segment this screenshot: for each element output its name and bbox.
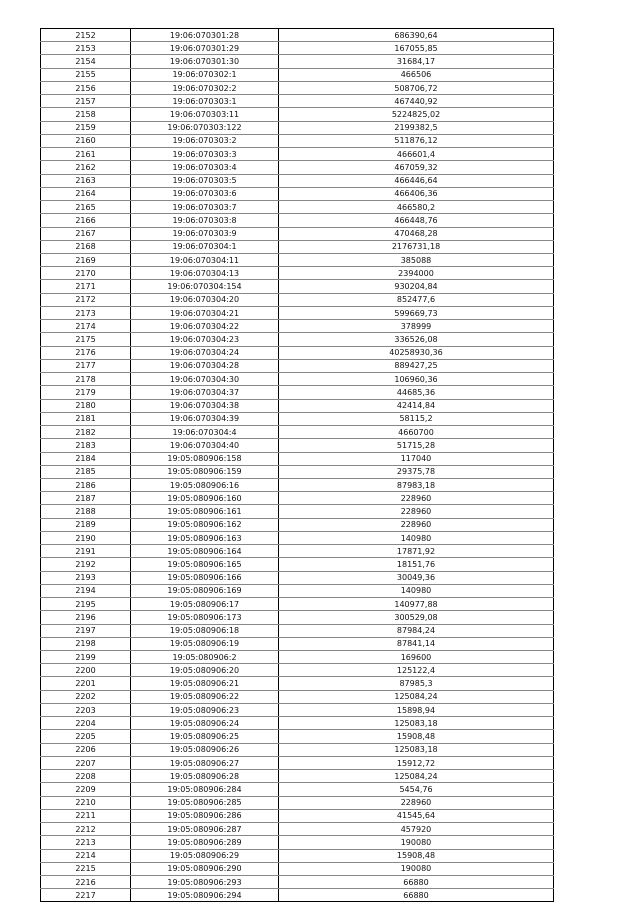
table-row xyxy=(41,42,554,55)
value-cell: 117040 xyxy=(279,452,554,465)
row-number-cell: 2201 xyxy=(41,677,131,690)
value-cell: 125122,4 xyxy=(279,664,554,677)
value-cell: 228960 xyxy=(279,505,554,518)
value-cell: 51715,28 xyxy=(279,439,554,452)
cadastral-number-cell: 19:06:070304:23 xyxy=(131,333,279,346)
cadastral-number-cell: 19:06:070303:2 xyxy=(131,134,279,147)
value-cell: 66880 xyxy=(279,876,554,889)
table-row xyxy=(41,412,554,425)
table-row xyxy=(41,68,554,81)
cadastral-number-cell: 19:05:080906:290 xyxy=(131,862,279,875)
table-row xyxy=(41,862,554,875)
value-cell: 228960 xyxy=(279,518,554,531)
cadastral-number-cell: 19:05:080906:21 xyxy=(131,677,279,690)
cadastral-number-cell: 19:05:080906:166 xyxy=(131,571,279,584)
row-number-cell: 2184 xyxy=(41,452,131,465)
cadastral-number-cell: 19:06:070301:29 xyxy=(131,42,279,55)
row-number-cell: 2173 xyxy=(41,306,131,319)
cadastral-number-cell: 19:05:080906:159 xyxy=(131,465,279,478)
cadastral-number-cell: 19:06:070304:37 xyxy=(131,386,279,399)
row-number-cell: 2180 xyxy=(41,399,131,412)
cadastral-number-cell: 19:05:080906:173 xyxy=(131,611,279,624)
row-number-cell: 2217 xyxy=(41,889,131,902)
cadastral-number-cell: 19:06:070304:21 xyxy=(131,306,279,319)
value-cell: 599669,73 xyxy=(279,306,554,319)
value-cell: 140977,88 xyxy=(279,598,554,611)
table-row xyxy=(41,293,554,306)
table-row xyxy=(41,240,554,253)
value-cell: 336526,08 xyxy=(279,333,554,346)
table-row xyxy=(41,823,554,836)
value-cell: 457920 xyxy=(279,823,554,836)
row-number-cell: 2152 xyxy=(41,29,131,42)
cadastral-number-cell: 19:06:070303:11 xyxy=(131,108,279,121)
table-row xyxy=(41,598,554,611)
table-row xyxy=(41,703,554,716)
cadastral-number-cell: 19:05:080906:158 xyxy=(131,452,279,465)
value-cell: 140980 xyxy=(279,584,554,597)
value-cell: 15898,94 xyxy=(279,703,554,716)
cadastral-number-cell: 19:06:070303:7 xyxy=(131,201,279,214)
cadastral-number-cell: 19:05:080906:29 xyxy=(131,849,279,862)
table-row xyxy=(41,346,554,359)
cadastral-number-cell: 19:06:070303:122 xyxy=(131,121,279,134)
row-number-cell: 2197 xyxy=(41,624,131,637)
table-row xyxy=(41,770,554,783)
value-cell: 169600 xyxy=(279,651,554,664)
value-cell: 44685,36 xyxy=(279,386,554,399)
table-row xyxy=(41,134,554,147)
row-number-cell: 2164 xyxy=(41,187,131,200)
cadastral-number-cell: 19:05:080906:286 xyxy=(131,809,279,822)
row-number-cell: 2169 xyxy=(41,253,131,266)
value-cell: 467059,32 xyxy=(279,161,554,174)
table-row xyxy=(41,690,554,703)
table-row xyxy=(41,889,554,902)
table-row xyxy=(41,478,554,491)
row-number-cell: 2208 xyxy=(41,770,131,783)
cadastral-number-cell: 19:06:070303:6 xyxy=(131,187,279,200)
value-cell: 106960,36 xyxy=(279,373,554,386)
cadastral-number-cell: 19:05:080906:284 xyxy=(131,783,279,796)
table-row xyxy=(41,426,554,439)
value-cell: 15912,72 xyxy=(279,756,554,769)
value-cell: 2176731,18 xyxy=(279,240,554,253)
value-cell: 852477,6 xyxy=(279,293,554,306)
table-row xyxy=(41,505,554,518)
row-number-cell: 2174 xyxy=(41,320,131,333)
cadastral-number-cell: 19:05:080906:17 xyxy=(131,598,279,611)
row-number-cell: 2215 xyxy=(41,862,131,875)
cadastral-number-cell: 19:06:070304:38 xyxy=(131,399,279,412)
cadastral-number-cell: 19:05:080906:16 xyxy=(131,478,279,491)
row-number-cell: 2188 xyxy=(41,505,131,518)
row-number-cell: 2163 xyxy=(41,174,131,187)
value-cell: 508706,72 xyxy=(279,81,554,94)
row-number-cell: 2185 xyxy=(41,465,131,478)
value-cell: 87985,3 xyxy=(279,677,554,690)
row-number-cell: 2182 xyxy=(41,426,131,439)
cadastral-number-cell: 19:05:080906:2 xyxy=(131,651,279,664)
table-row xyxy=(41,452,554,465)
row-number-cell: 2209 xyxy=(41,783,131,796)
row-number-cell: 2181 xyxy=(41,412,131,425)
cadastral-number-cell: 19:06:070304:13 xyxy=(131,267,279,280)
row-number-cell: 2196 xyxy=(41,611,131,624)
cadastral-number-cell: 19:05:080906:24 xyxy=(131,717,279,730)
table-row xyxy=(41,121,554,134)
table-row xyxy=(41,558,554,571)
value-cell: 18151,76 xyxy=(279,558,554,571)
table-row xyxy=(41,439,554,452)
table-row xyxy=(41,306,554,319)
table-row xyxy=(41,359,554,372)
table-row xyxy=(41,187,554,200)
table-row xyxy=(41,717,554,730)
table-row xyxy=(41,95,554,108)
table-row xyxy=(41,518,554,531)
row-number-cell: 2176 xyxy=(41,346,131,359)
table-row xyxy=(41,836,554,849)
value-cell: 466406,36 xyxy=(279,187,554,200)
row-number-cell: 2211 xyxy=(41,809,131,822)
value-cell: 228960 xyxy=(279,796,554,809)
row-number-cell: 2157 xyxy=(41,95,131,108)
table-row xyxy=(41,624,554,637)
row-number-cell: 2165 xyxy=(41,201,131,214)
row-number-cell: 2194 xyxy=(41,584,131,597)
cadastral-number-cell: 19:05:080906:289 xyxy=(131,836,279,849)
value-cell: 467440,92 xyxy=(279,95,554,108)
value-cell: 466506 xyxy=(279,68,554,81)
row-number-cell: 2207 xyxy=(41,756,131,769)
row-number-cell: 2206 xyxy=(41,743,131,756)
value-cell: 5224825,02 xyxy=(279,108,554,121)
row-number-cell: 2183 xyxy=(41,439,131,452)
table-row xyxy=(41,465,554,478)
table-row xyxy=(41,876,554,889)
table-row xyxy=(41,637,554,650)
value-cell: 87841,14 xyxy=(279,637,554,650)
table-row xyxy=(41,651,554,664)
cadastral-number-cell: 19:06:070301:30 xyxy=(131,55,279,68)
row-number-cell: 2167 xyxy=(41,227,131,240)
cadastral-number-cell: 19:05:080906:162 xyxy=(131,518,279,531)
table-row xyxy=(41,796,554,809)
row-number-cell: 2205 xyxy=(41,730,131,743)
value-cell: 30049,36 xyxy=(279,571,554,584)
cadastral-number-cell: 19:06:070304:20 xyxy=(131,293,279,306)
cadastral-number-cell: 19:05:080906:294 xyxy=(131,889,279,902)
cadastral-number-cell: 19:06:070303:8 xyxy=(131,214,279,227)
value-cell: 41545,64 xyxy=(279,809,554,822)
table-row xyxy=(41,267,554,280)
row-number-cell: 2168 xyxy=(41,240,131,253)
row-number-cell: 2187 xyxy=(41,492,131,505)
cadastral-number-cell: 19:06:070303:4 xyxy=(131,161,279,174)
table-row xyxy=(41,492,554,505)
value-cell: 686390,64 xyxy=(279,29,554,42)
value-cell: 466580,2 xyxy=(279,201,554,214)
table-row xyxy=(41,55,554,68)
cadastral-number-cell: 19:05:080906:164 xyxy=(131,545,279,558)
row-number-cell: 2203 xyxy=(41,703,131,716)
table-row xyxy=(41,174,554,187)
cadastral-number-cell: 19:06:070304:11 xyxy=(131,253,279,266)
value-cell: 40258930,36 xyxy=(279,346,554,359)
cadastral-number-cell: 19:06:070301:28 xyxy=(131,29,279,42)
row-number-cell: 2155 xyxy=(41,68,131,81)
cadastral-number-cell: 19:05:080906:27 xyxy=(131,756,279,769)
cadastral-number-cell: 19:06:070302:2 xyxy=(131,81,279,94)
table-row xyxy=(41,161,554,174)
row-number-cell: 2189 xyxy=(41,518,131,531)
value-cell: 66880 xyxy=(279,889,554,902)
table-row xyxy=(41,677,554,690)
value-cell: 15908,48 xyxy=(279,730,554,743)
cadastral-number-cell: 19:05:080906:160 xyxy=(131,492,279,505)
value-cell: 190080 xyxy=(279,862,554,875)
row-number-cell: 2202 xyxy=(41,690,131,703)
value-cell: 228960 xyxy=(279,492,554,505)
table-row xyxy=(41,214,554,227)
cadastral-number-cell: 19:05:080906:28 xyxy=(131,770,279,783)
table-row xyxy=(41,584,554,597)
value-cell: 4660700 xyxy=(279,426,554,439)
row-number-cell: 2159 xyxy=(41,121,131,134)
table-row xyxy=(41,201,554,214)
table-row xyxy=(41,373,554,386)
row-number-cell: 2175 xyxy=(41,333,131,346)
value-cell: 125084,24 xyxy=(279,690,554,703)
table-row xyxy=(41,664,554,677)
table-row xyxy=(41,253,554,266)
row-number-cell: 2213 xyxy=(41,836,131,849)
row-number-cell: 2177 xyxy=(41,359,131,372)
row-number-cell: 2214 xyxy=(41,849,131,862)
row-number-cell: 2153 xyxy=(41,42,131,55)
table-row xyxy=(41,783,554,796)
row-number-cell: 2199 xyxy=(41,651,131,664)
cadastral-number-cell: 19:06:070303:1 xyxy=(131,95,279,108)
cadastral-number-cell: 19:05:080906:163 xyxy=(131,531,279,544)
cadastral-number-cell: 19:06:070304:1 xyxy=(131,240,279,253)
cadastral-number-cell: 19:05:080906:285 xyxy=(131,796,279,809)
row-number-cell: 2204 xyxy=(41,717,131,730)
table-row xyxy=(41,545,554,558)
table-row xyxy=(41,399,554,412)
value-cell: 58115,2 xyxy=(279,412,554,425)
cadastral-number-cell: 19:05:080906:22 xyxy=(131,690,279,703)
cadastral-number-cell: 19:05:080906:23 xyxy=(131,703,279,716)
row-number-cell: 2166 xyxy=(41,214,131,227)
cadastral-number-cell: 19:05:080906:293 xyxy=(131,876,279,889)
table-row xyxy=(41,148,554,161)
row-number-cell: 2161 xyxy=(41,148,131,161)
value-cell: 29375,78 xyxy=(279,465,554,478)
cadastral-number-cell: 19:05:080906:165 xyxy=(131,558,279,571)
table-row xyxy=(41,849,554,862)
table-row xyxy=(41,29,554,42)
row-number-cell: 2191 xyxy=(41,545,131,558)
cadastral-number-cell: 19:05:080906:287 xyxy=(131,823,279,836)
value-cell: 930204,84 xyxy=(279,280,554,293)
value-cell: 125084,24 xyxy=(279,770,554,783)
table-row xyxy=(41,611,554,624)
cadastral-number-cell: 19:06:070304:40 xyxy=(131,439,279,452)
cadastral-number-cell: 19:05:080906:26 xyxy=(131,743,279,756)
cadastral-number-cell: 19:06:070303:9 xyxy=(131,227,279,240)
value-cell: 5454,76 xyxy=(279,783,554,796)
table-row xyxy=(41,730,554,743)
table-row xyxy=(41,809,554,822)
value-cell: 511876,12 xyxy=(279,134,554,147)
value-cell: 378999 xyxy=(279,320,554,333)
value-cell: 87984,24 xyxy=(279,624,554,637)
value-cell: 87983,18 xyxy=(279,478,554,491)
value-cell: 889427,25 xyxy=(279,359,554,372)
row-number-cell: 2172 xyxy=(41,293,131,306)
table-row xyxy=(41,108,554,121)
row-number-cell: 2170 xyxy=(41,267,131,280)
cadastral-value-table xyxy=(40,28,554,902)
row-number-cell: 2158 xyxy=(41,108,131,121)
cadastral-number-cell: 19:06:070304:22 xyxy=(131,320,279,333)
row-number-cell: 2162 xyxy=(41,161,131,174)
value-cell: 125083,18 xyxy=(279,743,554,756)
cadastral-number-cell: 19:06:070302:1 xyxy=(131,68,279,81)
cadastral-number-cell: 19:06:070303:5 xyxy=(131,174,279,187)
cadastral-number-cell: 19:06:070304:24 xyxy=(131,346,279,359)
cadastral-number-cell: 19:06:070303:3 xyxy=(131,148,279,161)
cadastral-number-cell: 19:06:070304:4 xyxy=(131,426,279,439)
row-number-cell: 2156 xyxy=(41,81,131,94)
table-row xyxy=(41,743,554,756)
table-row xyxy=(41,756,554,769)
row-number-cell: 2179 xyxy=(41,386,131,399)
row-number-cell: 2198 xyxy=(41,637,131,650)
cadastral-number-cell: 19:05:080906:169 xyxy=(131,584,279,597)
cadastral-number-cell: 19:05:080906:20 xyxy=(131,664,279,677)
row-number-cell: 2186 xyxy=(41,478,131,491)
row-number-cell: 2178 xyxy=(41,373,131,386)
value-cell: 190080 xyxy=(279,836,554,849)
table-row xyxy=(41,280,554,293)
cadastral-number-cell: 19:06:070304:154 xyxy=(131,280,279,293)
value-cell: 42414,84 xyxy=(279,399,554,412)
table-row xyxy=(41,386,554,399)
value-cell: 466601,4 xyxy=(279,148,554,161)
row-number-cell: 2190 xyxy=(41,531,131,544)
row-number-cell: 2160 xyxy=(41,134,131,147)
table-body xyxy=(41,29,554,902)
row-number-cell: 2200 xyxy=(41,664,131,677)
value-cell: 15908,48 xyxy=(279,849,554,862)
row-number-cell: 2210 xyxy=(41,796,131,809)
value-cell: 2394000 xyxy=(279,267,554,280)
cadastral-number-cell: 19:05:080906:19 xyxy=(131,637,279,650)
table-row xyxy=(41,320,554,333)
row-number-cell: 2154 xyxy=(41,55,131,68)
cadastral-number-cell: 19:06:070304:39 xyxy=(131,412,279,425)
row-number-cell: 2212 xyxy=(41,823,131,836)
row-number-cell: 2195 xyxy=(41,598,131,611)
table-row xyxy=(41,531,554,544)
row-number-cell: 2192 xyxy=(41,558,131,571)
value-cell: 140980 xyxy=(279,531,554,544)
cadastral-number-cell: 19:05:080906:25 xyxy=(131,730,279,743)
cadastral-number-cell: 19:06:070304:28 xyxy=(131,359,279,372)
value-cell: 31684,17 xyxy=(279,55,554,68)
row-number-cell: 2216 xyxy=(41,876,131,889)
row-number-cell: 2193 xyxy=(41,571,131,584)
value-cell: 300529,08 xyxy=(279,611,554,624)
value-cell: 125083,18 xyxy=(279,717,554,730)
value-cell: 167055,85 xyxy=(279,42,554,55)
row-number-cell: 2171 xyxy=(41,280,131,293)
value-cell: 17871,92 xyxy=(279,545,554,558)
value-cell: 466446,64 xyxy=(279,174,554,187)
cadastral-number-cell: 19:05:080906:161 xyxy=(131,505,279,518)
cadastral-number-cell: 19:06:070304:30 xyxy=(131,373,279,386)
table-row xyxy=(41,227,554,240)
value-cell: 385088 xyxy=(279,253,554,266)
value-cell: 466448,76 xyxy=(279,214,554,227)
value-cell: 470468,28 xyxy=(279,227,554,240)
table-row xyxy=(41,81,554,94)
cadastral-number-cell: 19:05:080906:18 xyxy=(131,624,279,637)
table-row xyxy=(41,571,554,584)
value-cell: 2199382,5 xyxy=(279,121,554,134)
table-row xyxy=(41,333,554,346)
